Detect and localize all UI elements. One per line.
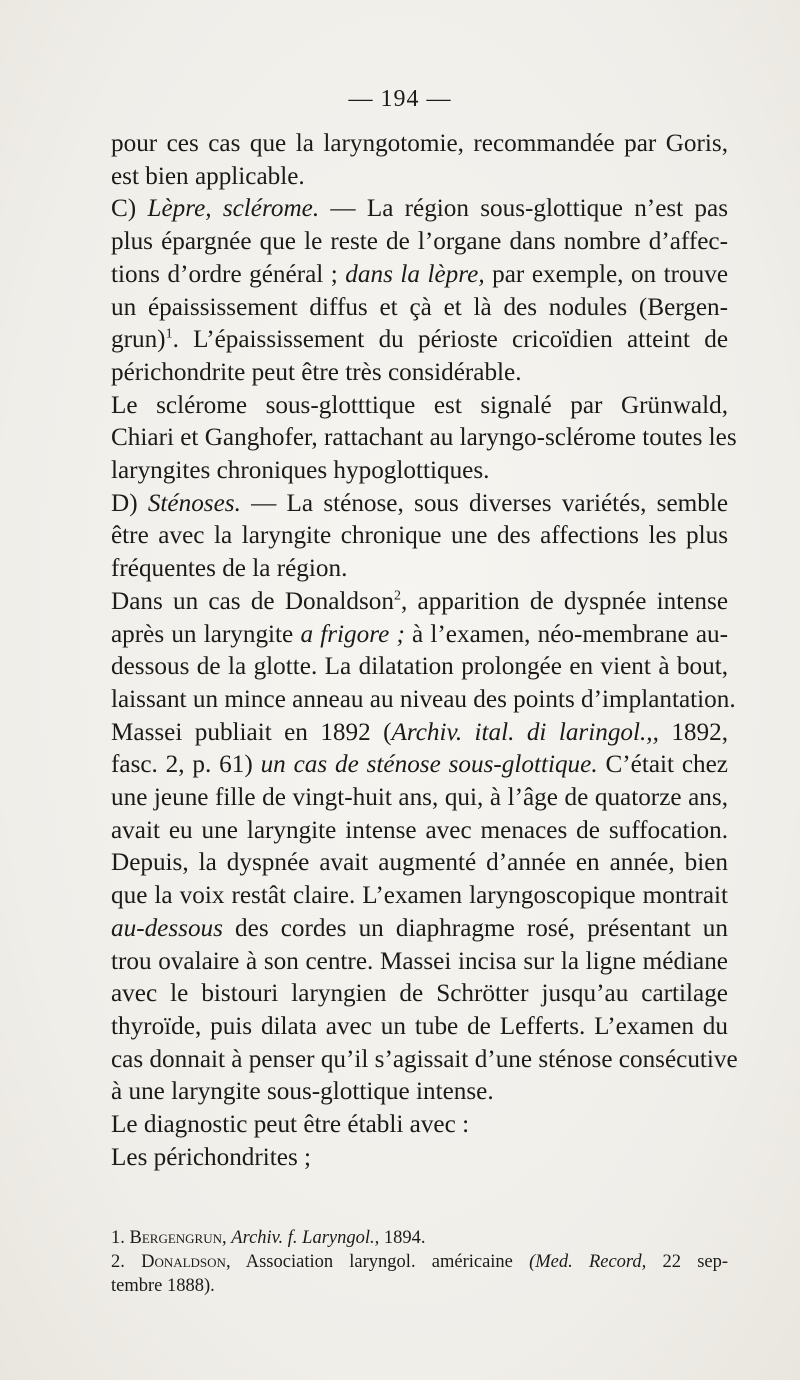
text-line: C) Lèpre, sclérome. — La région sous-glottique n’est pas — [111, 195, 728, 223]
author-name: Donaldson, — [141, 1252, 231, 1272]
text-line: plus épargnée que le reste de l’organe dans nombre d’affec- — [111, 228, 728, 256]
text-line: Le sclérome sous-glotttique est signalé par Grünwald, — [111, 391, 728, 419]
text-line: Depuis, la dyspnée avait augmenté d’année en année, bien — [111, 849, 728, 877]
text-line: avait eu une laryngite intense avec menaces de suffocation. — [111, 816, 728, 844]
text-line: grun)$^1$. L’épaississement du périoste cricoïdien atteint de — [111, 326, 728, 354]
italic-text: dans la lèpre, — [345, 260, 485, 288]
page-number: — 194 — — [348, 86, 452, 112]
text-line: fasc. 2, p. 61) un cas de sténose sous-glottique. C’était chez — [111, 751, 728, 779]
italic-text: au-dessous — [111, 914, 223, 942]
italic-text: un cas de sténose sous-glottique. — [260, 751, 598, 779]
italic-text: Lèpre, sclérome. — [147, 195, 320, 223]
text-line: après un laryngite a frigore ; à l’examen, néo-membrane au- — [111, 620, 728, 648]
text-line: Dans un cas de Donaldson$^2$, apparition de dyspnée intense — [111, 587, 728, 615]
text-line: laissant un mince anneau au niveau des points d’implantation. — [111, 685, 736, 713]
text-line: fréquentes de la région. — [111, 555, 348, 583]
text-line: D) Sténoses. — La sténose, sous diverses variétés, semble — [111, 489, 729, 517]
text-line: que la voix restât claire. L’examen laryngoscopique montrait — [111, 882, 728, 910]
text-line: tions d’ordre général ; dans la lèpre, par exemple, on trouve — [111, 260, 729, 288]
text-line: Les périchondrites ; — [111, 1143, 312, 1171]
text-line: est bien applicable. — [111, 162, 305, 190]
text-line: avec le bistouri laryngien de Schrötter jusqu’au cartilage — [111, 980, 728, 1008]
footnote-line: tembre 1888). — [111, 1276, 215, 1296]
text-line: trou ovalaire à son centre. Massei incisa sur la ligne médiane — [111, 947, 728, 975]
footnote-ref: 2 — [393, 588, 401, 604]
text-line: pour ces cas que la laryngotomie, recommandée par Goris, — [111, 130, 728, 157]
italic-text: Archiv. f. Laryngol., — [231, 1228, 380, 1248]
footnote-line: 1. Bergengrun, Archiv. f. Laryngol., 1894. — [111, 1228, 426, 1248]
text-line: au-dessous des cordes un diaphragme rosé, présentant un — [111, 914, 728, 942]
body-text — [111, 128, 738, 1175]
italic-text: (Med. Record, — [529, 1252, 647, 1272]
italic-text: Archiv. ital. di laringol.,, — [391, 718, 659, 746]
text-line: cas donnait à penser qu’il s’agissait d’une sténose consécutive — [111, 1045, 738, 1073]
text-line: périchondrite peut être très considérable. — [111, 358, 522, 386]
footnotes — [111, 1226, 728, 1298]
text-line: être avec la laryngite chronique une des affections les plus — [111, 522, 728, 550]
text-line: Chiari et Ganghofer, rattachant au laryngo-sclérome toutes les — [111, 424, 737, 452]
footnote-ref: 1 — [165, 326, 173, 342]
footnote-line: 2. Donaldson, Association laryngol. américaine (Med. Record, 22 sep- — [111, 1252, 729, 1272]
text-line: dessous de la glotte. La dilatation prolongée en vient à bout, — [111, 653, 728, 681]
text-line: Massei publiait en 1892 (Archiv. ital. di laringol.,, 1892, — [111, 718, 728, 746]
text-line: une jeune fille de vingt-huit ans, qui, à l’âge de quatorze ans, — [111, 784, 728, 812]
text-line: laryngites chroniques hypoglottiques. — [111, 457, 490, 485]
text-line: un épaississement diffus et çà et là des nodules (Bergen- — [111, 293, 728, 321]
text-line: à une laryngite sous-glottique intense. — [111, 1078, 494, 1106]
italic-text: Sténoses. — [147, 489, 241, 517]
italic-text: a frigore ; — [300, 620, 405, 648]
author-name: Bergengrun, — [129, 1228, 227, 1248]
text-line: thyroïde, puis dilata avec un tube de Lefferts. L’examen du — [111, 1012, 728, 1040]
text-line: Le diagnostic peut être établi avec : — [111, 1111, 470, 1139]
